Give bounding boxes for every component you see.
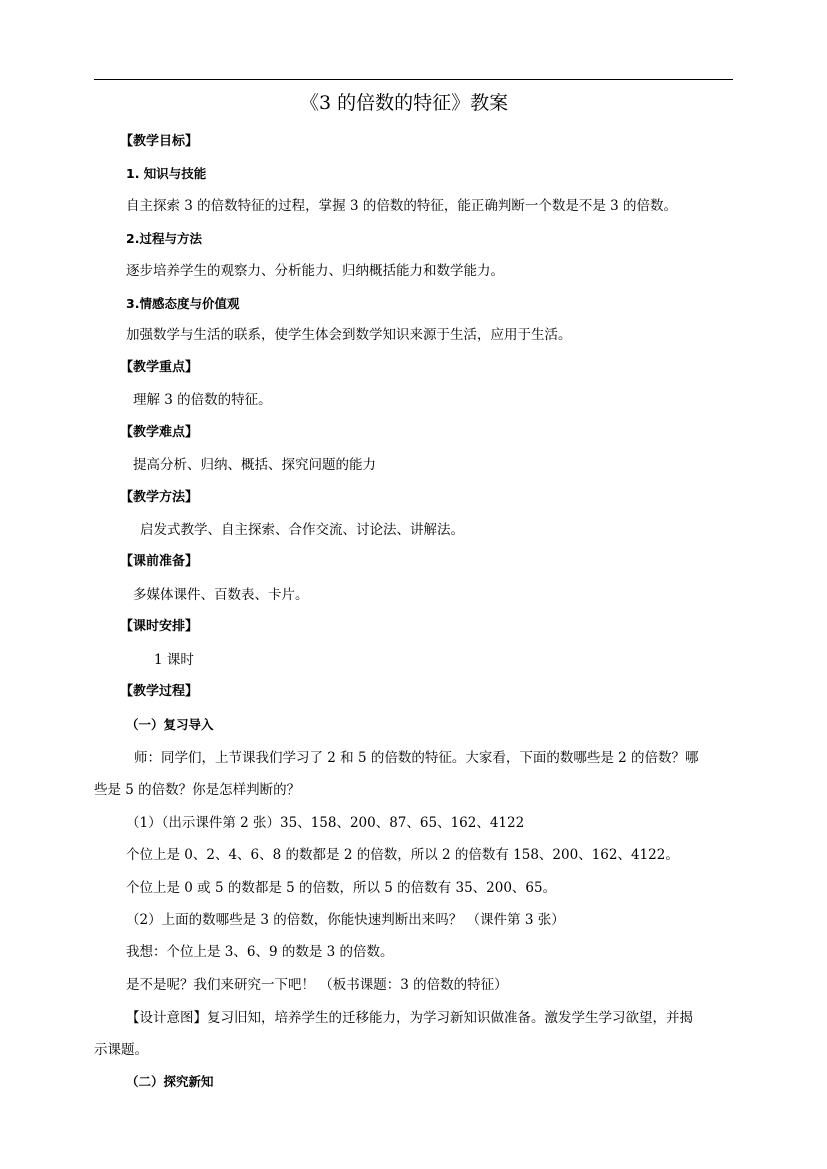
method-heading: 【教学方法】 [120, 490, 199, 505]
paragraph-research: 是不是呢？我们来研究一下吧！ （板书课题：3 的倍数的特征） [126, 977, 508, 993]
paragraph-guess: 我想：个位上是 3、6、9 的数是 3 的倍数。 [126, 944, 394, 960]
paragraph-design-intent-line1: 【设计意图】复习旧知，培养学生的迁移能力，为学习新知识做准备。激发学生学习欲望，并揭 [126, 1010, 693, 1026]
paragraph-multiples-of-5: 个位上是 0 或 5 的数都是 5 的倍数，所以 5 的倍数有 35、200、65。 [126, 880, 557, 896]
method-text: 启发式教学、自主探索、合作交流、讨论法、讲解法。 [140, 522, 464, 538]
schedule-heading: 【课时安排】 [120, 619, 199, 634]
prep-text: 多媒体课件、百数表、卡片。 [133, 587, 309, 603]
difficulty-text: 提高分析、归纳、概括、探究问题的能力 [133, 457, 376, 473]
header-rule [94, 79, 733, 80]
key-text: 理解 3 的倍数的特征。 [133, 392, 272, 408]
paragraph-numbers: （1）（出示课件第 2 张）35、158、200、87、65、162、4122 [126, 815, 525, 831]
process-heading: 【教学过程】 [120, 684, 199, 699]
step1-heading: （一）复习导入 [126, 717, 214, 732]
schedule-text: 1 课时 [154, 652, 194, 668]
prep-heading: 【课前准备】 [120, 554, 199, 569]
goal3-heading: 3.情感态度与价值观 [126, 296, 240, 311]
goal1-heading: 1. 知识与技能 [126, 166, 207, 181]
page-title: 《3 的倍数的特征》教案 [300, 92, 509, 114]
goal3-text: 加强数学与生活的联系，使学生体会到数学知识来源于生活，应用于生活。 [126, 327, 572, 343]
step2-heading: （二）探究新知 [126, 1074, 214, 1089]
goal1-text: 自主探索 3 的倍数特征的过程，掌握 3 的倍数的特征，能正确判断一个数是不是 3 的倍数。 [126, 198, 678, 214]
paragraph-design-intent-line2: 示课题。 [94, 1042, 148, 1058]
paragraph-intro-line1: 师：同学们，上节课我们学习了 2 和 5 的倍数的特征。大家看，下面的数哪些是 2 的倍数？哪 [134, 750, 699, 766]
goal2-text: 逐步培养学生的观察力、分析能力、归纳概括能力和数学能力。 [126, 263, 504, 279]
key-heading: 【教学重点】 [120, 360, 199, 375]
goal2-heading: 2.过程与方法 [126, 231, 202, 246]
difficulty-heading: 【教学难点】 [120, 425, 199, 440]
goals-heading: 【教学目标】 [120, 134, 199, 149]
paragraph-intro-line2: 些是 5 的倍数？你是怎样判断的？ [94, 782, 301, 798]
paragraph-question-3: （2）上面的数哪些是 3 的倍数，你能快速判断出来吗？ （课件第 3 张） [126, 912, 565, 928]
paragraph-multiples-of-2: 个位上是 0、2、4、6、8 的数都是 2 的倍数，所以 2 的倍数有 158、200、162、4122。 [126, 847, 679, 863]
